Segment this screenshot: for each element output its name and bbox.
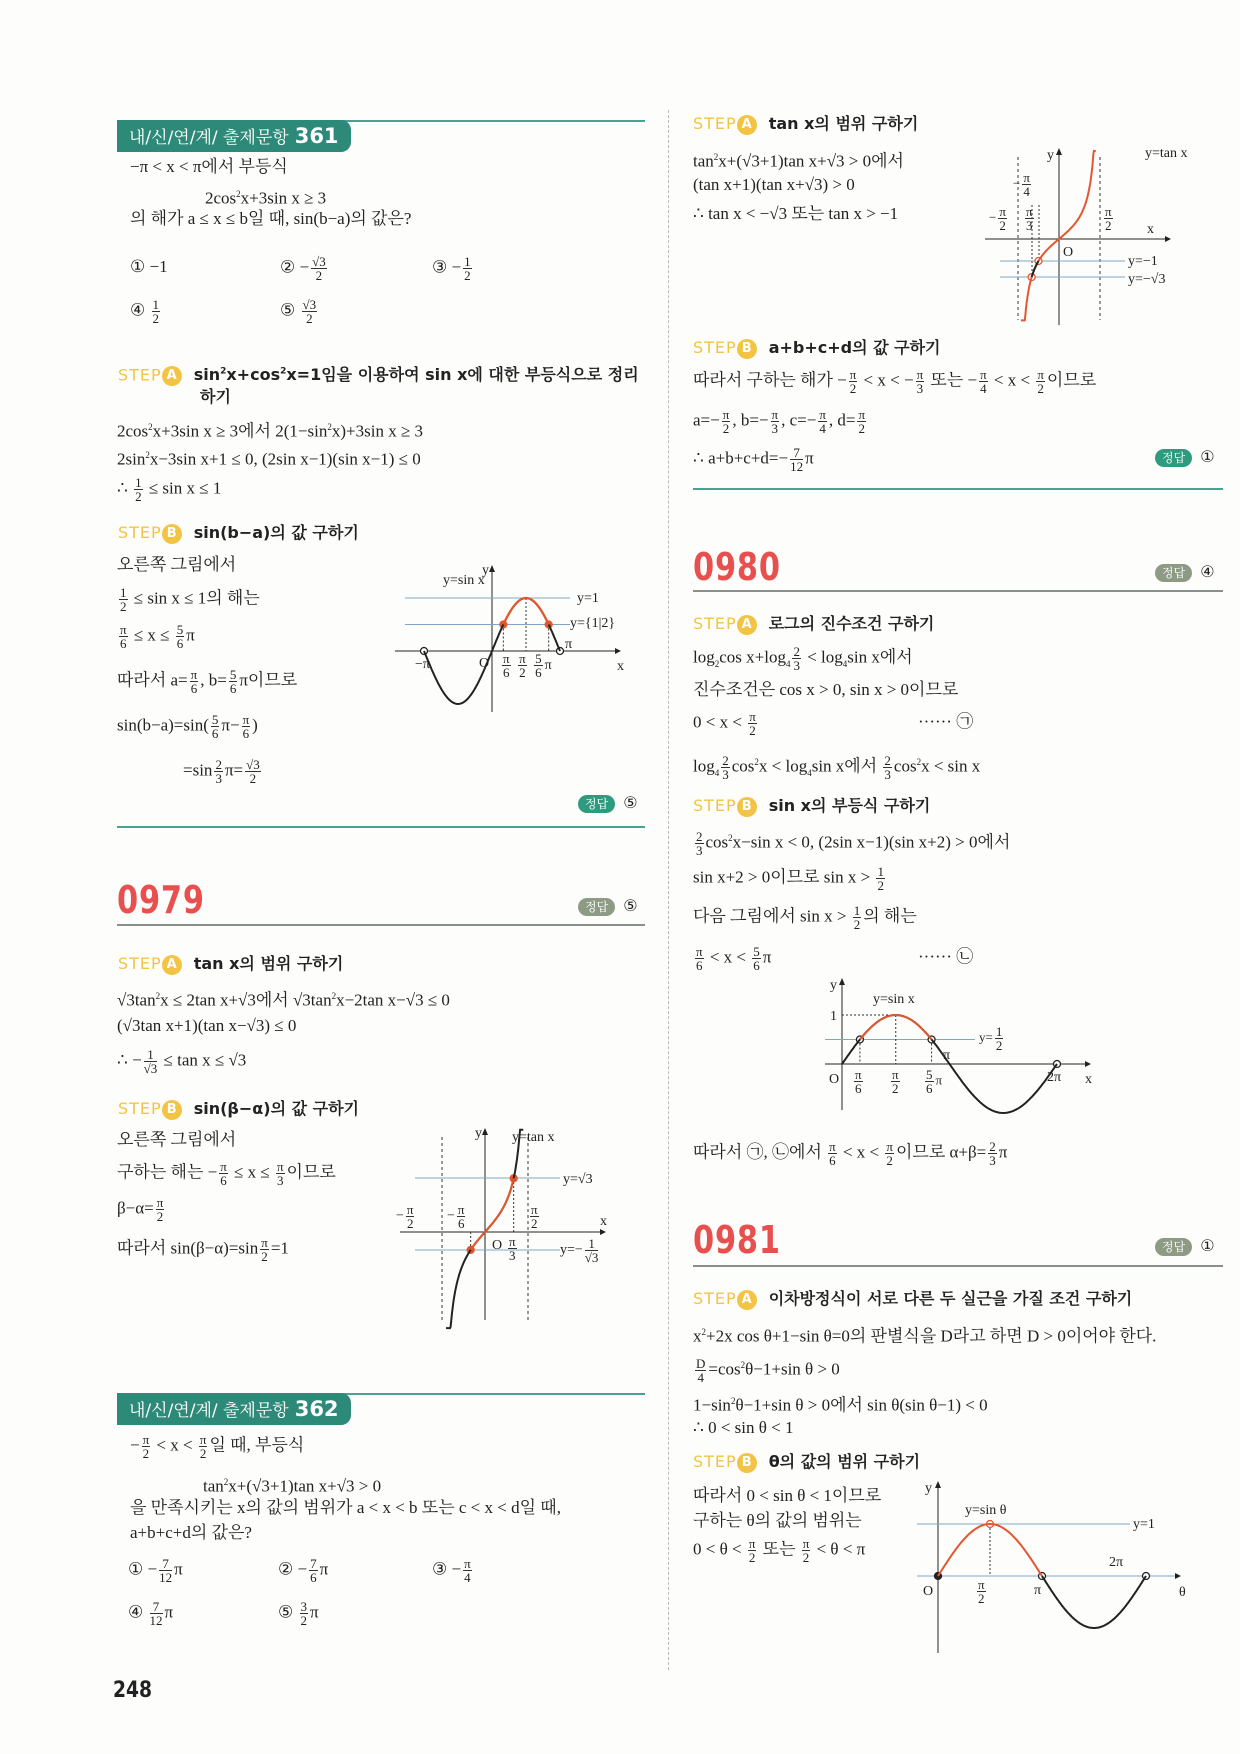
step-b-badge: B bbox=[162, 524, 182, 544]
solution-line: $\frac{2}{3}$ $\cos^2x-\sin$ x < 0, (2sin x−1)(sin x+2) > 0에서 bbox=[696, 829, 1011, 859]
choice-4[interactable]: ④ $\frac{7}{12}$ π bbox=[128, 1599, 174, 1628]
answer-value: ④ bbox=[1200, 564, 1215, 581]
axis-label-theta: θ bbox=[1179, 1585, 1186, 1600]
step-a-badge: A bbox=[737, 615, 757, 635]
step-b-badge: B bbox=[737, 1453, 757, 1473]
origin-label: O bbox=[923, 1584, 934, 1599]
label-marker: ······ ㉠ bbox=[918, 712, 974, 731]
problem-number: 0980 bbox=[693, 545, 781, 589]
solution-line: $\frac{1}{2}$ ≤ sin x ≤ 1의 해는 bbox=[120, 585, 260, 614]
choice-2[interactable]: ② − $\frac{√3}{2}$ bbox=[280, 254, 326, 283]
page-number: 248 bbox=[113, 1678, 153, 1703]
solution-line: a=− $\frac{\pi}{2}$ , b=− $\frac{\pi}{3}$ , c=− $\frac{\pi}{4}$ , d= $\frac{\pi}{2}$ bbox=[693, 407, 866, 436]
answer-value: ① bbox=[1200, 449, 1215, 466]
title-rule bbox=[693, 590, 1223, 592]
title-rule bbox=[693, 1265, 1223, 1267]
step-title: 이차방정식이 서로 다른 두 실근을 가질 조건 구하기 bbox=[768, 1289, 1133, 1308]
tick-label: $\frac{\pi}{3}$ bbox=[1026, 204, 1033, 233]
problem-text: $\tan^2x+(√3+1)\tan$ x+√3 > 0 bbox=[203, 1476, 382, 1496]
solution-line: 진수조건은 cos x > 0, sin x > 0이므로 bbox=[693, 680, 959, 699]
line-label: y= $\frac{1}{2}$ bbox=[979, 1024, 1003, 1053]
choice-1[interactable]: ① −1 bbox=[130, 257, 168, 276]
step-b-badge: B bbox=[162, 1100, 182, 1120]
tick-label: 1 bbox=[830, 1009, 837, 1024]
tick-label: π bbox=[1034, 1583, 1042, 1598]
step-b-heading bbox=[693, 794, 930, 818]
line-label: y={1|2} bbox=[570, 616, 616, 631]
step-label: STEP bbox=[693, 338, 737, 357]
choice-3[interactable]: ③ − $\frac{\pi}{4}$ bbox=[432, 1556, 471, 1585]
tick-label: $\frac{\pi}{2}$ bbox=[978, 1577, 985, 1606]
answer-979 bbox=[578, 896, 638, 916]
origin-label: O bbox=[829, 1072, 840, 1087]
tick-label: $\frac{5}{6}$ π bbox=[535, 651, 552, 680]
problem-text: −π < x < π에서 부등식 bbox=[130, 157, 288, 176]
step-a-heading bbox=[118, 360, 639, 387]
solution-line: $\frac{\pi}{6}$ ≤ x ≤ $\frac{5}{6}$ π bbox=[120, 622, 195, 651]
solution-line: $\log_2\cos$ $x+\log_4$ $\frac{2}{3}$ < $\log_4\sin$ x에서 bbox=[693, 644, 913, 673]
step-label: STEP bbox=[693, 1289, 737, 1308]
step-a-badge: A bbox=[737, 115, 757, 135]
solution-line: 따라서 sin(β−α)=sin $\frac{\pi}{2}$ =1 bbox=[117, 1235, 289, 1264]
curve-label: y=sin x bbox=[443, 573, 485, 588]
choice-5[interactable]: ⑤ $\frac{3}{2}$ π bbox=[278, 1599, 319, 1628]
step-title: 로그의 진수조건 구하기 bbox=[768, 614, 935, 633]
solution-line: 따라서 ㉠, ㉡에서 $\frac{\pi}{6}$ < x < $\frac{\pi}{2}$ 이므로 α+β= $\frac{2}{3}$ π bbox=[693, 1139, 1008, 1168]
solution-line: $1-\sin^2\theta-1+\sin$ θ > 0에서 sin θ(sin θ−1) < 0 bbox=[693, 1395, 988, 1415]
tick-label: − $\frac{\pi}{4}$ bbox=[1013, 170, 1030, 199]
solution-line: 오른쪽 그림에서 bbox=[117, 555, 237, 574]
title-rule bbox=[117, 924, 645, 926]
tick-label: $\frac{\pi}{2}$ bbox=[1105, 204, 1112, 233]
step-b-badge: B bbox=[737, 797, 757, 817]
solution-line: $2\sin^2x-3\sin$ x+1 ≤ 0, (2sin x−1)(sin x−1) ≤ 0 bbox=[117, 449, 421, 469]
step-label: STEP bbox=[693, 1452, 737, 1471]
solution-line: 따라서 0 < sin θ < 1이므로 bbox=[693, 1486, 882, 1505]
step-b-heading bbox=[693, 336, 941, 360]
tick-label: $\frac{5}{6}$ π bbox=[926, 1067, 943, 1096]
step-title: tan x의 범위 구하기 bbox=[768, 114, 919, 133]
step-title: $\sin^2x+\cos^2x=1$임을 이용하여 sin x에 대한 부등식으로 정리 bbox=[193, 365, 639, 385]
step-title: a+b+c+d의 값 구하기 bbox=[768, 338, 941, 357]
problem-text: 의 해가 a ≤ x ≤ b일 때, sin(b−a)의 값은? bbox=[130, 209, 412, 228]
tick-label: $\frac{\pi}{3}$ bbox=[509, 1234, 516, 1263]
axis-label-x: x bbox=[617, 659, 624, 674]
solution-line: 오른쪽 그림에서 bbox=[117, 1130, 237, 1149]
banner-label: 내/신/연/계/ 출제문항 bbox=[129, 128, 289, 148]
step-label: STEP bbox=[118, 1099, 162, 1118]
solution-line: ∴ − $\frac{1}{√3}$ ≤ tan x ≤ √3 bbox=[117, 1047, 247, 1076]
step-b-badge: B bbox=[737, 339, 757, 359]
tick-label: $\frac{\pi}{2}$ bbox=[892, 1067, 899, 1096]
origin-label: O bbox=[1063, 245, 1074, 260]
sine-theta-graph bbox=[905, 1478, 1205, 1658]
axis-label-y: y bbox=[830, 978, 837, 993]
banner-number: 362 bbox=[294, 1397, 339, 1421]
axis-label-y: y bbox=[482, 563, 489, 578]
solution-line: $\frac{\pi}{6}$ < x < $\frac{5}{6}$ π bbox=[696, 944, 772, 973]
step-label: STEP bbox=[118, 365, 162, 385]
answer-badge: 정답 bbox=[578, 898, 615, 916]
line-label: y=√3 bbox=[563, 1172, 593, 1187]
curve-label: y=tan x bbox=[512, 1130, 555, 1145]
step-title: sin x의 부등식 구하기 bbox=[768, 796, 931, 815]
choice-5[interactable]: ⑤ $\frac{√3}{2}$ bbox=[280, 297, 317, 326]
line-label: y=1 bbox=[1133, 1517, 1155, 1532]
step-a-badge: A bbox=[737, 1290, 757, 1310]
step-a-badge: A bbox=[162, 955, 182, 975]
answer-badge: 정답 bbox=[1155, 564, 1192, 582]
problem-number: 0981 bbox=[693, 1218, 781, 1262]
axis-label-y: y bbox=[925, 1481, 932, 1496]
line-label: y=−1 bbox=[1128, 254, 1158, 269]
solution-line: $√3\tan^2x \le 2\tan$ x+√3에서 $√3\tan^2x-2\tan$ x−√3 ≤ 0 bbox=[117, 990, 450, 1010]
solution-line: 따라서 a= $\frac{\pi}{6}$ , b= $\frac{5}{6}$ π이므로 bbox=[117, 667, 298, 696]
step-title: θ의 값의 범위 구하기 bbox=[768, 1452, 921, 1471]
step-a-heading bbox=[693, 612, 934, 636]
problem-text: 을 만족시키는 x의 값의 범위가 a < x < b 또는 c < x < d일 때, bbox=[130, 1498, 561, 1517]
problem-text: $2\cos^2x+3\sin$ x ≥ 3 bbox=[205, 188, 327, 208]
tangent-graph bbox=[985, 145, 1230, 335]
section-divider bbox=[117, 826, 645, 828]
answer-980 bbox=[1155, 562, 1215, 582]
tick-label: $\frac{\pi}{2}$ bbox=[519, 651, 526, 680]
choice-3[interactable]: ③ − $\frac{1}{2}$ bbox=[432, 254, 471, 283]
solution-line: (tan x+1)(tan x+√3) > 0 bbox=[693, 175, 855, 194]
tick-label: 2π bbox=[1047, 1070, 1062, 1085]
answer-362 bbox=[1155, 447, 1215, 467]
problem-banner-362 bbox=[117, 1393, 351, 1425]
tick-label: π bbox=[943, 1048, 951, 1063]
line-label: y=−√3 bbox=[1128, 272, 1166, 287]
answer-value: ① bbox=[1200, 1238, 1215, 1255]
solution-line: ∴ 0 < sin θ < 1 bbox=[693, 1418, 794, 1437]
solution-line: 따라서 구하는 해가 − $\frac{\pi}{2}$ < x < − $\frac{\pi}{3}$ 또는 − $\frac{\pi}{4}$ < x < $\frac{\pi}{2}$ 이므로 bbox=[693, 367, 1097, 396]
solution-line: 구하는 해는 − $\frac{\pi}{6}$ ≤ x ≤ $\frac{\pi}{3}$ 이므로 bbox=[117, 1159, 336, 1188]
tick-label: $\frac{\pi}{6}$ bbox=[503, 651, 510, 680]
problem-text: a+b+c+d의 값은? bbox=[130, 1523, 252, 1542]
axis-label-x: x bbox=[1147, 222, 1154, 237]
choice-2[interactable]: ② − $\frac{7}{6}$ π bbox=[278, 1556, 329, 1585]
step-title: sin(β−α)의 값 구하기 bbox=[193, 1099, 359, 1118]
axis-label-y: y bbox=[1047, 148, 1054, 163]
step-b-heading bbox=[693, 1450, 920, 1474]
solution-line: $\frac{D}{4}$ $=\cos^2\theta-1+\sin$ θ > 0 bbox=[696, 1356, 840, 1386]
solution-line: 0 < θ < $\frac{\pi}{2}$ 또는 $\frac{\pi}{2}$ < θ < π bbox=[693, 1536, 866, 1565]
tick-label: −π bbox=[415, 657, 430, 672]
solution-line: 다음 그림에서 sin x > $\frac{1}{2}$ 의 해는 bbox=[693, 903, 917, 932]
problem-text: − $\frac{\pi}{2}$ < x < $\frac{\pi}{2}$ 일 때, 부등식 bbox=[130, 1432, 305, 1461]
tick-label: $\frac{\pi}{6}$ bbox=[855, 1067, 862, 1096]
axis-label-x: x bbox=[1085, 1072, 1092, 1087]
problem-number: 0979 bbox=[117, 878, 205, 922]
solution-line: 0 < x < $\frac{\pi}{2}$ bbox=[693, 709, 756, 738]
solution-line: 구하는 θ의 값의 범위는 bbox=[693, 1511, 862, 1530]
origin-label: O bbox=[479, 656, 490, 671]
answer-981 bbox=[1155, 1236, 1215, 1256]
sine-graph bbox=[815, 975, 1105, 1115]
origin-label: O bbox=[492, 1238, 503, 1253]
problem-banner-361 bbox=[117, 120, 351, 152]
solution-line: ∴ a+b+c+d=− $\frac{7}{12}$ π bbox=[693, 445, 814, 474]
tick-label: − $\frac{\pi}{2}$ bbox=[396, 1202, 414, 1231]
column-divider bbox=[668, 110, 669, 1670]
answer-badge: 정답 bbox=[578, 795, 615, 813]
curve-label: y=sin x bbox=[873, 992, 915, 1007]
solution-line: $x^2+2x$ cos θ+1−sin θ=0의 판별식을 D라고 하면 D > 0이어야 한다. bbox=[693, 1326, 1157, 1346]
solution-line: ∴ $\frac{1}{2}$ ≤ sin x ≤ 1 bbox=[117, 475, 222, 504]
line-label: y=− $\frac{1}{√3}$ bbox=[560, 1236, 599, 1265]
choice-4[interactable]: ④ $\frac{1}{2}$ bbox=[130, 297, 159, 326]
solution-line: (√3tan x+1)(tan x−√3) ≤ 0 bbox=[117, 1016, 297, 1035]
step-b-heading bbox=[118, 521, 359, 545]
banner-label: 내/신/연/계/ 출제문항 bbox=[129, 1401, 289, 1421]
tangent-graph bbox=[396, 1125, 645, 1325]
step-title: tan x의 범위 구하기 bbox=[193, 954, 344, 973]
step-label: STEP bbox=[693, 114, 737, 133]
step-label: STEP bbox=[693, 614, 737, 633]
solution-line: =sin $\frac{2}{3}$ π= $\frac{√3}{2}$ bbox=[183, 757, 260, 786]
solution-line: $\log_4$ $\frac{2}{3}$ $\cos^2x < \log_4\sin$ x에서 $\frac{2}{3}$ $\cos^2x < \sin x$ bbox=[693, 753, 981, 783]
solution-line: sin x+2 > 0이므로 sin x > $\frac{1}{2}$ bbox=[693, 864, 884, 893]
tick-label: − $\frac{\pi}{2}$ bbox=[989, 204, 1006, 233]
answer-value: ⑤ bbox=[623, 795, 638, 812]
axis-label-y: y bbox=[475, 1126, 482, 1141]
curve-label: y=sin θ bbox=[965, 1503, 1007, 1518]
step-a-heading bbox=[693, 112, 918, 136]
step-b-heading bbox=[118, 1097, 359, 1121]
curve-label: y=tan x bbox=[1145, 146, 1188, 161]
tick-label: π bbox=[565, 637, 573, 652]
tick-label: 2π bbox=[1109, 1555, 1124, 1570]
step-a-heading bbox=[693, 1287, 1132, 1311]
step-label: STEP bbox=[693, 796, 737, 815]
step-title: sin(b−a)의 값 구하기 bbox=[193, 523, 359, 542]
tick-label: − $\frac{\pi}{6}$ bbox=[447, 1202, 465, 1231]
solution-line: $\tan^2x+(√3+1)\tan$ x+√3 > 0에서 bbox=[693, 151, 904, 171]
banner-number: 361 bbox=[294, 124, 339, 148]
answer-value: ⑤ bbox=[623, 898, 638, 915]
choice-1[interactable]: ① − $\frac{7}{12}$ π bbox=[128, 1556, 183, 1585]
answer-361 bbox=[578, 793, 638, 813]
step-a-heading bbox=[118, 952, 343, 976]
solution-line: ∴ tan x < −√3 또는 tan x > −1 bbox=[693, 204, 899, 223]
step-title-cont: 하기 bbox=[200, 387, 231, 406]
solution-line: sin(b−a)=sin( $\frac{5}{6}$ π− $\frac{\pi}{6}$ ) bbox=[117, 712, 258, 741]
answer-badge: 정답 bbox=[1155, 449, 1192, 467]
answer-badge: 정답 bbox=[1155, 1238, 1192, 1256]
solution-line: β−α= $\frac{\pi}{2}$ bbox=[117, 1195, 164, 1224]
solution-line: $2\cos^2x+3\sin$ x ≥ 3에서 $2(1-\sin^2x)+3\sin$ x ≥ 3 bbox=[117, 421, 424, 441]
label-marker: ······ ㉡ bbox=[918, 947, 974, 966]
line-label: y=1 bbox=[577, 591, 599, 606]
tick-label: $\frac{\pi}{2}$ bbox=[531, 1202, 538, 1231]
step-label: STEP bbox=[118, 523, 162, 542]
axis-label-x: x bbox=[600, 1214, 607, 1229]
section-divider bbox=[693, 488, 1223, 490]
step-label: STEP bbox=[118, 954, 162, 973]
sine-graph bbox=[395, 562, 640, 722]
step-a-badge: A bbox=[162, 366, 182, 386]
